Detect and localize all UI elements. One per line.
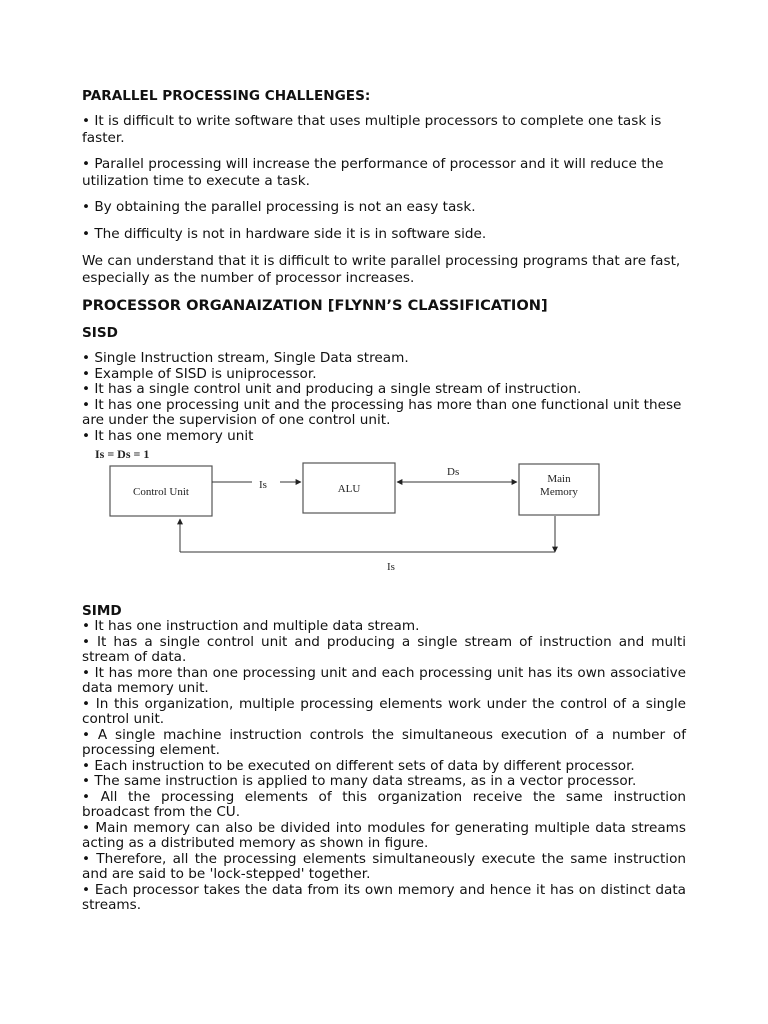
sisd-diagram xyxy=(90,442,610,582)
diagram-equation: Is = Ds = 1 xyxy=(95,447,150,461)
simd-bullet-7: • The same instruction is applied to many data streams, as in a vector processor. xyxy=(82,773,637,789)
sisd-title: SISD xyxy=(82,325,118,341)
simd-bullet-6: • Each instruction to be executed on different sets of data by different processor. xyxy=(82,757,635,774)
simd-bullet-2: • It has a single control unit and producing a single stream of instruction and multi stream of data. xyxy=(82,633,686,665)
memory-label-line2: Memory xyxy=(540,486,578,498)
sisd-bullet-2: • Example of SISD is uniprocessor. xyxy=(82,365,317,382)
control-unit-label: Control Unit xyxy=(133,486,189,498)
simd-title: SIMD xyxy=(82,603,122,619)
sisd-bullet-3: • It has a single control unit and producing a single stream of instruction. xyxy=(82,381,582,397)
simd-bullet-5: • A single machine instruction controls the simultaneous execution of a number of processing element. xyxy=(82,726,686,758)
simd-bullet-3: • It has more than one processing unit and each processing unit has its own associative data memory unit. xyxy=(82,664,686,696)
sisd-bullet-4: • It has one processing unit and the processing has more than one functional unit these are under the supervision of one control unit. xyxy=(82,396,682,428)
simd-bullet-list xyxy=(82,619,686,914)
simd-bullet-4: • In this organization, multiple processing elements work under the control of a single control unit. xyxy=(82,695,686,727)
sisd-bullet-list xyxy=(82,351,686,444)
challenge-bullet-4: • The difficulty is not in hardware side it is in software side. xyxy=(82,226,487,242)
main-memory-box xyxy=(519,464,599,515)
simd-bullet-9: • Main memory can also be divided into modules for generating multiple data streams acting as a distributed memory as shown in figure. xyxy=(82,819,686,851)
challenge-bullet-1: • It is difficult to write software that uses multiple processors to complete one task is faster. xyxy=(82,113,662,146)
ds-label: Ds xyxy=(447,466,460,478)
simd-bullet-1: • It has one instruction and multiple data stream. xyxy=(82,618,420,634)
memory-label-line1: Main xyxy=(547,473,571,485)
challenge-bullet-3: • By obtaining the parallel processing is not an easy task. xyxy=(82,199,476,215)
challenge-conclusion: We can understand that it is difficult to write parallel processing programs that are fast, especially as the number of processor increases. xyxy=(82,253,681,286)
alu-label: ALU xyxy=(337,483,361,495)
simd-bullet-10: • Therefore, all the processing elements simultaneously execute the same instruction and are said to be 'lock-stepped' together. xyxy=(82,850,686,882)
sisd-bullet-5: • It has one memory unit xyxy=(82,427,254,444)
is-label-bottom: Is xyxy=(387,561,395,573)
is-label-top: Is xyxy=(259,479,267,491)
control-unit-box xyxy=(110,466,212,516)
sisd-bullet-1: • Single Instruction stream, Single Data stream. xyxy=(82,350,409,366)
section-title-challenges: PARALLEL PROCESSING CHALLENGES: xyxy=(82,88,371,104)
challenge-bullet-2: • Parallel processing will increase the performance of processor and it will reduce the utilization time to execute a task. xyxy=(82,156,664,189)
simd-bullet-11: • Each processor takes the data from its own memory and hence it has on distinct data streams. xyxy=(82,881,686,913)
section-title-flynn: PROCESSOR ORGANAIZATION [FLYNN’S CLASSIFICATION] xyxy=(82,297,548,314)
simd-bullet-8: • All the processing elements of this organization receive the same instruction broadcast from the CU. xyxy=(82,788,686,820)
alu-box xyxy=(303,463,395,513)
